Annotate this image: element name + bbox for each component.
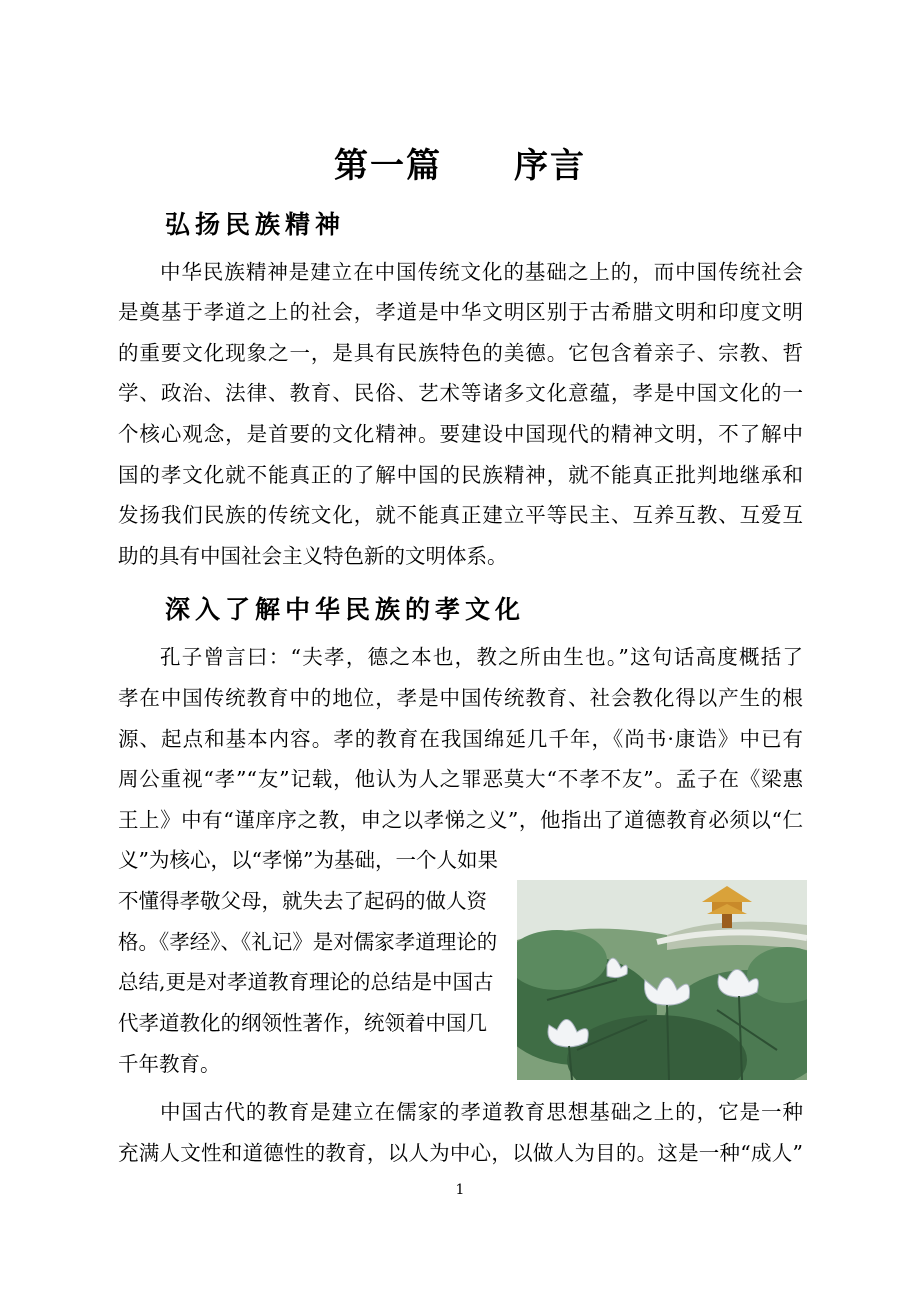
lotus-pavilion-illustration (517, 880, 807, 1080)
page-number: 1 (455, 1182, 465, 1198)
section-heading-1: 弘扬民族精神 (165, 210, 346, 239)
paragraph-line: 充满人文性和道德性的教育，以人为中心，以做人为目的。这是一种“成人” (118, 1141, 803, 1165)
paragraph-line: 是奠基于孝道之上的社会，孝道是中华文明区别于古希腊文明和印度文明 (118, 300, 803, 324)
paragraph-line: 个核心观念，是首要的文化精神。要建设中国现代的精神文明，不了解中 (118, 422, 803, 446)
paragraph-line: 中国古代的教育是建立在儒家的孝道教育思想基础之上的，它是一种 (160, 1100, 803, 1124)
paragraph-line: 总结,更是对孝道教育理论的总结是中国古 (118, 970, 494, 994)
paragraph-line: 助的具有中国社会主义特色新的文明体系。 (118, 544, 508, 568)
paragraph-line: 孝在中国传统教育中的地位，孝是中国传统教育、社会教化得以产生的根 (118, 686, 803, 710)
paragraph-line: 学、政治、法律、教育、民俗、艺术等诸多文化意蕴，孝是中国文化的一 (118, 381, 803, 405)
paragraph-line: 义”为核心，以“孝悌”为基础，一个人如果 (118, 848, 498, 872)
paragraph-line: 格。《孝经》、《礼记》是对儒家孝道理论的 (118, 930, 498, 954)
paragraph-line: 千年教育。 (118, 1052, 221, 1076)
paragraph-line: 国的孝文化就不能真正的了解中国的民族精神，就不能真正批判地继承和 (118, 463, 803, 487)
chapter-title: 第一篇 序言 (334, 146, 586, 186)
paragraph-line: 的重要文化现象之一，是具有民族特色的美德。它包含着亲子、宗教、哲 (118, 341, 803, 365)
section-heading-2: 深入了解中华民族的孝文化 (165, 595, 526, 624)
paragraph-line: 源、起点和基本内容。孝的教育在我国绵延几千年，《尚书·康诰》中已有 (118, 727, 803, 751)
paragraph-line: 王上》中有“谨庠序之教，申之以孝悌之义”，他指出了道德教育必须以“仁 (118, 808, 803, 832)
paragraph-line: 孔子曾言曰：“夫孝，德之本也，教之所由生也。”这句话高度概括了 (160, 645, 803, 669)
paragraph-line: 发扬我们民族的传统文化，就不能真正建立平等民主、互养互教、互爱互 (118, 503, 803, 527)
paragraph-line: 周公重视“孝”“友”记载，他认为人之罪恶莫大“不孝不友”。孟子在《梁惠 (118, 767, 803, 791)
paragraph-line: 不懂得孝敬父母，就失去了起码的做人资 (118, 889, 487, 913)
paragraph-line: 中华民族精神是建立在中国传统文化的基础之上的，而中国传统社会 (160, 260, 803, 284)
paragraph-line: 代孝道教化的纲领性著作，统领着中国几 (118, 1011, 487, 1035)
